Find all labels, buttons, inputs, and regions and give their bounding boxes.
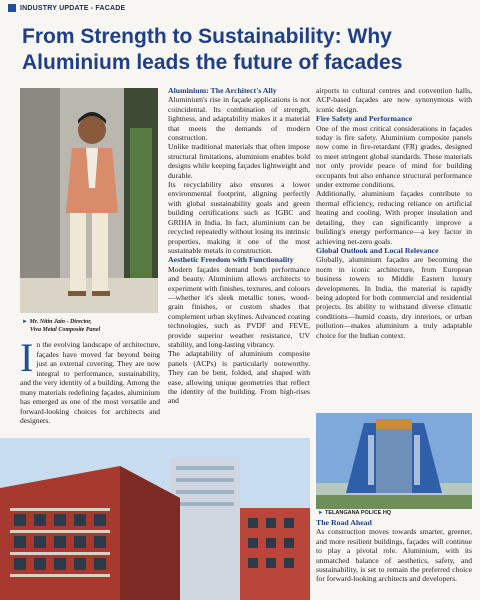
right-column-top [316,86,472,340]
kicker-text: INDUSTRY UPDATE - FACADE [20,4,126,12]
right-para-1: airports to cultural centres and convention halls, ACP-based façades are now synonymous with iconic design. [316,86,472,114]
hq-caption-text: TELANGANA POLICE HQ [324,510,392,516]
intro-text: n the evolving landscape of architecture, façades have moved far beyond being just an external covering. They are now integral to performance, sustainability, and the very identity of a building. Among the many materials redefining façades, aluminium has emerged as one of the most versatile and forward-looking choices for architects and designers. [20,340,160,425]
building-facade-photo [0,438,310,600]
right-para-2: One of the most critical considerations in façades today is fire safety. Aluminium composite panels now come in fire-retardant (FR) grades, designed to meet stringent global standards. These materials not only provide peace of mind for building occupants but also enhance structural performance under extreme conditions. [316,123,472,190]
middle-para-5: The adaptability of aluminium composite panels (ACPs) is particularly noteworthy. They can be bent, folded, and shaped with ease, allowing unique geometries that reflect the identity of the building. From high-rises and [168,349,310,406]
telangana-hq-photo [316,413,472,509]
middle-para-2: Unlike traditional materials that often impose structural limitations, aluminium enables bold designs while keeping façades lightweight and durable. [168,142,310,180]
right-para-4: Globally, aluminium façades are becoming the norm in iconic architecture, from European business towers to Middle Eastern luxury developments. In India, the material is rapidly being adopted for both commercial and residential projects. Its ability to withstand diverse climatic conditions—humid coasts, dry interiors, or urban pollution—makes aluminium a truly adaptable choice for the Indian context. [316,255,472,340]
middle-para-3: Its recyclability also ensures a lower environmental footprint, aligning perfectly with global sustainability goals and green building certifications such as IGBC and GRIHA in India. In fact, aluminium can be recycled repeatedly without losing its intrinsic properties, making it one of the most sustainable metals in construction. [168,180,310,255]
right-para-5: As construction moves towards smarter, greener, and more resilient buildings, façades will continue to play a pivotal role. Aluminium, with its unmatched balance of aesthetics, safety, and sustainability, is set to remain the preferred choice for forward-looking architects and developers. [316,527,472,584]
article-headline: From Strength to Sustainability: Why Aluminium leads the future of facades [22,25,403,74]
subheading-aesthetic-freedom: Aesthetic Freedom with Functionality [168,255,294,265]
photo-caption [22,318,172,334]
director-photo [20,88,158,313]
caption-name: Mr. Nitin Jain - Director, [29,319,92,325]
middle-column [168,86,310,406]
middle-para-1: Aluminium's rise in façade applications is not coincidental. Its combination of strength, lightness, and adaptability makes it a material that meets the demands of modern construction. [168,95,310,143]
section-kicker [8,4,125,12]
subheading-fire-safety: Fire Safety and Performance [316,114,413,124]
subheading-road-ahead: The Road Ahead [316,518,372,527]
intro-paragraph [20,335,160,426]
right-column-bottom [316,518,472,584]
caption-triangle-icon-2: ► [318,510,324,516]
kicker-square-icon [8,4,16,12]
caption-triangle-icon: ► [22,319,28,325]
subheading-global-outlook: Global Outlook and Local Relevance [316,245,439,255]
hq-photo-caption [318,509,391,517]
subheading-architects-ally: Aluminium: The Architect's Ally [168,86,277,95]
drop-cap: I [20,335,34,380]
middle-para-4: Modern façades demand both performance and beauty. Aluminium allows architects to experiment with finishes, textures, and colours—whether it's sleek metallic tones, wood-grain finishes, or custom shades that complement urban skylines. Advanced coating technologies, such as PVDF and FEVE, provide superior weather resistance, UV stability, and long-lasting vibrancy. [168,264,310,349]
right-para-3: Additionally, aluminium façades contribute to thermal efficiency, reducing reliance on artificial heating and cooling. With proper insulation and detailing, they can significantly improve a building's energy performance—a key factor in achieving net-zero goals. [316,189,472,246]
caption-company: Viva Metal Composite Panel [30,327,101,333]
